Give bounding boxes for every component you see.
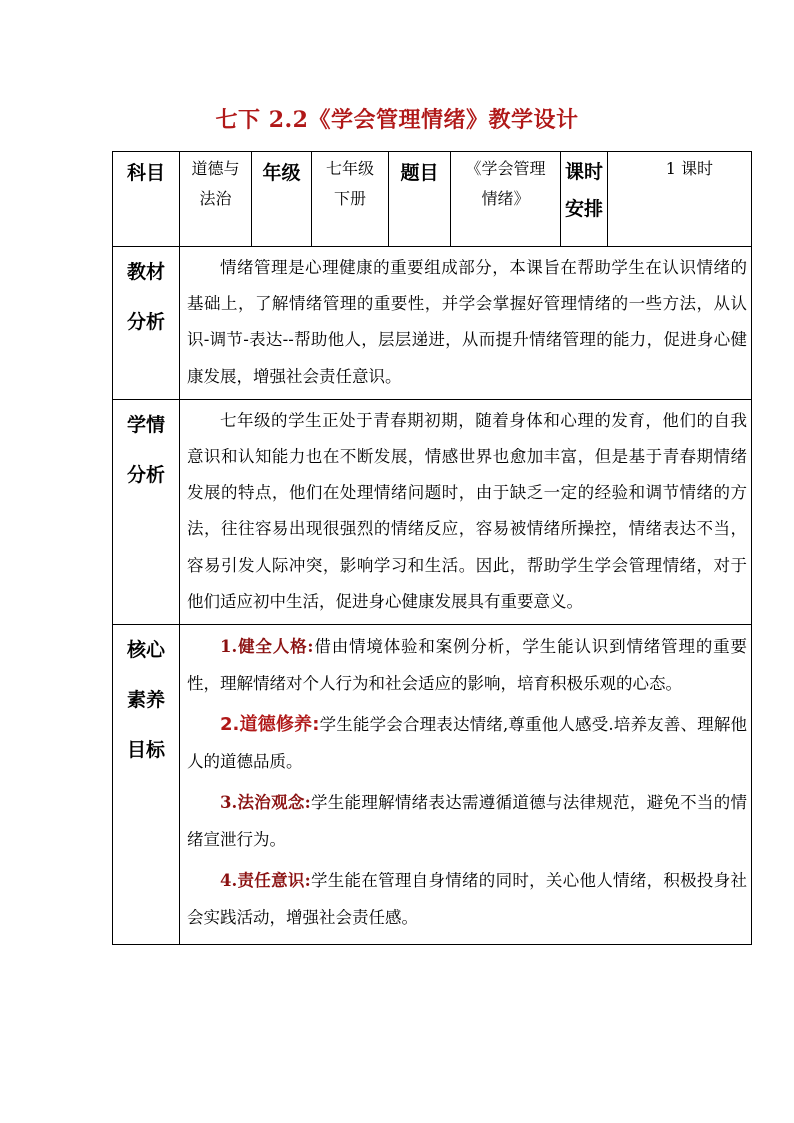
textbook-analysis-row [113, 247, 752, 400]
objective-text: 借由情境体验和案例分析，学生能认识到情绪管理的重要性，理解情绪对个人行为和社会适应的影响，培育积极乐观的心态。 [187, 637, 747, 694]
topic-value [451, 152, 561, 247]
textbook-analysis-content [180, 247, 752, 400]
objective-text: 学生能学会合理表达情绪,尊重他人感受.培养友善、理解他人的道德品质。 [187, 715, 747, 772]
objective-text: 学生能在管理自身情绪的同时，关心他人情绪，积极投身社会实践活动，增强社会责任感。 [187, 871, 747, 928]
subject-value-line2: 法治 [199, 189, 232, 208]
grade-value-line1: 七年级 [325, 159, 374, 178]
objective-key: 4.责任意识: [220, 871, 311, 891]
topic-value-line2: 情绪》 [481, 189, 530, 208]
subject-value [180, 152, 252, 247]
grade-value [312, 152, 389, 247]
textbook-label-line2: 分析 [126, 311, 165, 333]
objectives-label-line1: 核心 [126, 639, 165, 662]
period-label [561, 152, 608, 247]
period-label-line1: 课时 [564, 161, 603, 183]
grade-label: 年级 [252, 152, 312, 247]
student-analysis-content [180, 399, 752, 624]
student-analysis-row [113, 399, 752, 624]
grade-value-line2: 下册 [333, 189, 366, 208]
topic-label: 题目 [389, 152, 451, 247]
subject-label: 科目 [113, 152, 180, 247]
student-label-line2: 分析 [126, 463, 165, 486]
core-objectives-row [113, 625, 752, 945]
topic-value-line1: 《学会管理 [465, 159, 546, 178]
textbook-label-line1: 教材 [126, 261, 165, 283]
objective-key: 1.健全人格: [220, 637, 314, 657]
header-row [113, 152, 752, 247]
objectives-label-line3: 目标 [126, 739, 165, 762]
student-label-line1: 学情 [126, 413, 165, 436]
textbook-analysis-label [113, 247, 180, 400]
objective-text: 学生能理解情绪表达需遵循道德与法律规范，避免不当的情绪宣泄行为。 [187, 793, 747, 850]
core-objectives-content [180, 625, 752, 945]
objective-item [187, 784, 747, 858]
textbook-analysis-text: 情绪管理是心理健康的重要组成部分，本课旨在帮助学生在认识情绪的基础上，了解情绪管理的重要性，并学会掌握好管理情绪的一些方法，从认识-调节-表达--帮助他人，层层递进，从而提升情绪管理的能力，促进身心健康发展，增强社会责任意识。 [187, 258, 747, 386]
objective-item [187, 628, 747, 702]
objective-item [187, 862, 747, 936]
lesson-plan-table [112, 151, 752, 945]
objective-key: 2.道德修养: [220, 714, 320, 736]
period-label-line2: 安排 [564, 198, 603, 220]
core-objectives-label [113, 625, 180, 945]
subject-value-line1: 道德与 [191, 159, 240, 178]
objective-key: 3.法治观念: [220, 793, 311, 813]
document-title: 七下 2.2《学会管理情绪》教学设计 [215, 107, 579, 133]
objectives-label-line2: 素养 [126, 689, 165, 712]
student-analysis-text: 七年级的学生正处于青春期初期，随着身体和心理的发育，他们的自我意识和认知能力也在不断发展，情感世界也愈加丰富，但是基于青春期情绪发展的特点，他们在处理情绪问题时，由于缺乏一定的经验和调节情绪的方法，往往容易出现很强烈的情绪反应，容易被情绪所操控，情绪表达不当，容易引发人际冲突，影响学习和生活。因此，帮助学生学会管理情绪，对于他们适应初中生活，促进身心健康发展具有重要意义。 [187, 410, 747, 611]
objective-item [187, 706, 747, 780]
student-analysis-label [113, 399, 180, 624]
period-value: 1 课时 [608, 152, 752, 247]
